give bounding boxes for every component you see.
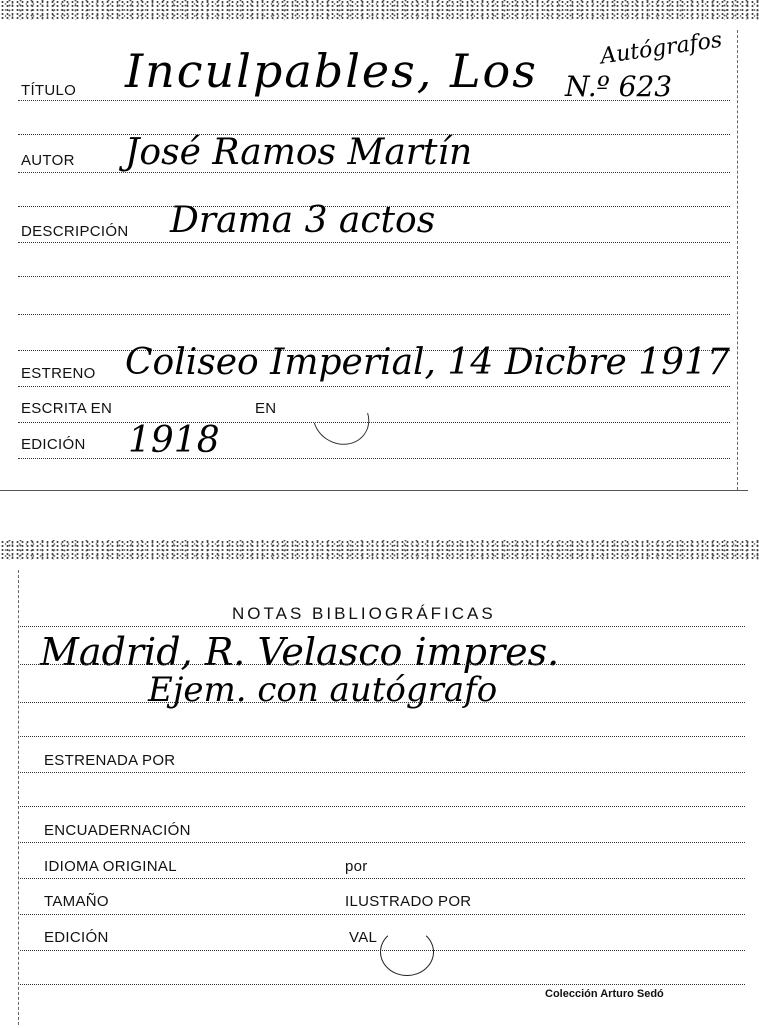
notes-line — [20, 702, 745, 703]
descripcion-label: DESCRIPCIÓN — [21, 223, 129, 240]
card-edge-speckle — [0, 540, 759, 560]
card-bottom-edge — [0, 490, 748, 491]
titulo-value: Inculpables, Los — [125, 44, 538, 98]
notas-heading: NOTAS BIBLIOGRÁFICAS — [232, 604, 496, 623]
collection-footer: Colección Arturo Sedó — [545, 988, 664, 1000]
estreno-line — [18, 386, 730, 387]
estrenada-por-label: ESTRENADA POR — [44, 752, 176, 769]
blank-line — [20, 806, 745, 807]
titulo-label: TÍTULO — [21, 82, 77, 99]
tamano-label: TAMAÑO — [44, 893, 109, 910]
note-line-2: Ejem. con autógrafo — [148, 670, 498, 710]
card-edge-speckle — [0, 0, 759, 20]
estrenada-line — [20, 772, 745, 773]
card-right-border — [737, 30, 738, 490]
tamano-line — [20, 914, 745, 915]
idioma-line — [20, 878, 745, 879]
autor-label: AUTOR — [21, 152, 75, 169]
catalog-card-top — [0, 0, 759, 500]
estreno-label: ESTRENO — [21, 365, 96, 382]
blank-line — [18, 314, 730, 315]
notes-line — [20, 736, 745, 737]
punch-hole-mark — [380, 928, 434, 976]
autografos-note: Autógrafos — [598, 27, 724, 70]
estreno-value: Coliseo Imperial, 14 Dicbre 1917 — [125, 342, 730, 383]
idioma-original-label: IDIOMA ORIGINAL — [44, 858, 177, 875]
escrita-en-label: ESCRITA EN — [21, 400, 113, 417]
edicion-line — [18, 458, 730, 459]
en-label: EN — [255, 400, 277, 417]
val-label: VAL — [349, 929, 378, 946]
card-left-border — [18, 570, 19, 1025]
encuadernacion-label: ENCUADERNACIÓN — [44, 822, 191, 839]
edicion-label: EDICIÓN — [21, 436, 86, 453]
catalog-card-bottom — [0, 540, 759, 1028]
note-line-1: Madrid, R. Velasco impres. — [40, 630, 560, 674]
encuadernacion-line — [20, 842, 745, 843]
notes-line — [20, 626, 745, 627]
autor-line — [18, 172, 730, 173]
catalog-number: N.º 623 — [565, 70, 673, 103]
ilustrado-por-label: ILUSTRADO POR — [345, 893, 472, 910]
autor-value: José Ramos Martín — [125, 132, 473, 173]
edicion-label-bottom: EDICIÓN — [44, 929, 109, 946]
descripcion-value: Drama 3 actos — [170, 200, 436, 241]
blank-line — [18, 276, 730, 277]
notes-line — [20, 664, 745, 665]
por-label: por — [345, 858, 368, 875]
punch-hole-mark — [303, 381, 379, 455]
edicion-value: 1918 — [128, 420, 220, 461]
blank-line — [20, 984, 745, 985]
descripcion-line — [18, 242, 730, 243]
escrita-line — [18, 422, 730, 423]
titulo-line — [18, 100, 730, 101]
